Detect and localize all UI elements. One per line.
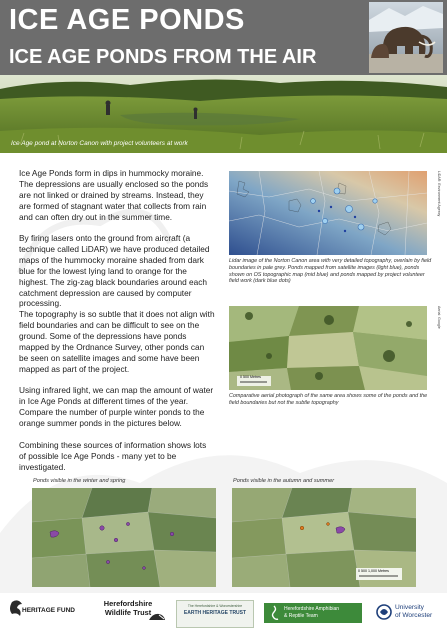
arg-line2: & Reptile Team	[284, 613, 318, 619]
earth-trust-text: EARTH HERITAGE TRUST	[183, 610, 247, 616]
summer-scale-label: 0 500 1,000 Metres	[358, 569, 389, 573]
heritage-fund-logo	[6, 596, 75, 633]
newt-icon	[267, 605, 281, 621]
lidar-paragraph: By firing lasers onto the ground from aircraft (a technique called LiDAR) we have produced detailed maps of the hummocky moraine shaded from dark blue for the lowest lying land to orange for the highest. The zig-zag black boundaries around each catchment depression are caused by computer processing.	[19, 233, 210, 309]
earth-heritage-trust-logo	[176, 600, 254, 628]
heritage-fund-text: HERITAGE FUND	[22, 607, 75, 614]
wildlife-trust-line1: Herefordshire	[103, 599, 153, 608]
poster-subtitle: ICE AGE PONDS FROM THE AIR	[9, 46, 317, 68]
amphibian-reptile-logo	[264, 603, 362, 623]
university-crest-icon	[376, 604, 392, 620]
hero-caption: Ice Age pond at Norton Canon with project volunteers at work	[11, 140, 188, 147]
aerial-scale-label: 0 500 Metres	[240, 375, 261, 379]
wildlife-trust-line2: Wildlife Trust	[104, 608, 152, 617]
infrared-paragraph: Using infrared light, we can map the amount of water in Ice Age Ponds at different times of the year. Compare the number of purple winter ponds to the orange summer ponds in the pictures below.	[19, 385, 214, 428]
intro-paragraph: Ice Age Ponds form in dips in hummocky moraine. The depressions are usually enclosed so the ponds are not linked or drained by streams. Instead, they are formed of stagnant water that collects from rain and can often dry out in the summer time.	[19, 168, 209, 222]
winter-map-caption: Ponds visible in the winter and spring	[33, 478, 126, 484]
conclusion-paragraph: Combining these sources of information shows lots of possible Ice Age Ponds - many yet to be investigated.	[19, 440, 207, 472]
heritage-fund-icon	[6, 596, 75, 633]
logo-footer	[0, 596, 447, 633]
university-line2: of Worcester	[395, 612, 433, 619]
wildlife-trust-logo	[92, 596, 164, 633]
winter-ponds-map	[32, 488, 216, 587]
university-of-worcester-logo	[374, 596, 444, 633]
mammoth-illustration	[369, 2, 443, 73]
poster-header	[0, 0, 447, 75]
badger-icon	[148, 612, 166, 622]
lidar-credit: LiDAR: Environment Agency	[437, 171, 441, 217]
lidar-map	[229, 171, 427, 255]
poster-title: ICE AGE PONDS	[9, 4, 245, 36]
earth-trust-small-text: The Herefordshire & Worcestershire	[187, 604, 243, 608]
aerial-caption: Comparative aerial photograph of the same area shows some of the ponds and the field boundaries but not the subtle topography	[229, 393, 428, 406]
lidar-caption: Lidar image of the Norton Canon area with very detailed topography, overlain by field boundaries in pale grey. Ponds mapped from satellite images (light blue), ponds shown on OS topographic map (mid blue) and ponds mapped by project volunteer field work (dark blue dots)	[229, 258, 432, 285]
aerial-credit: Aerial: Google	[437, 306, 441, 329]
arg-line1: Herefordshire Amphibian	[284, 606, 340, 612]
university-line1: University	[395, 604, 424, 611]
topography-paragraph: The topography is so subtle that it does not align with field boundaries and can be difficult to see on the ground. Some of the depressions have ponds mapped by the Ordnance Survey, other ponds can be seen on satellite images and some have been mapped as part of the project.	[19, 309, 215, 374]
summer-map-caption: Ponds visible in the autumn and summer	[233, 478, 335, 484]
